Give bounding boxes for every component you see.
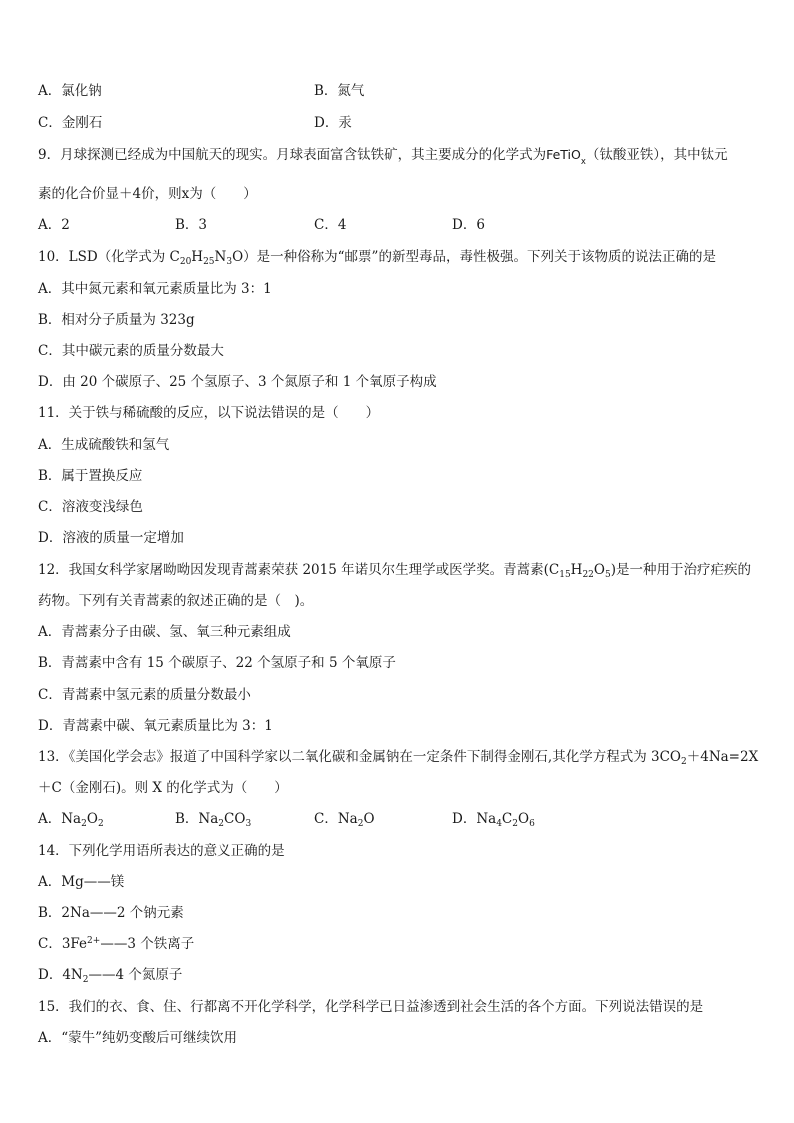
q13-option-a xyxy=(38,810,104,828)
q12-option-c: C．青蒿素中氢元素的质量分数最小 xyxy=(38,687,251,703)
q15-option-a: A．“蒙牛”纯奶变酸后可继续饮用 xyxy=(38,1030,238,1046)
q13-c-sub1: 2 xyxy=(357,819,364,829)
q13-c-part1: C．Na xyxy=(314,811,358,827)
q10-stem-part1: 10．LSD（化学式为 C xyxy=(38,249,180,265)
q10-option-c: C．其中碳元素的质量分数最大 xyxy=(38,343,224,359)
q13-a-sub2: 2 xyxy=(97,819,104,829)
q10-sub1: 20 xyxy=(179,257,192,267)
q11-stem: 11．关于铁与稀硫酸的反应，以下说法错误的是（ ） xyxy=(38,405,380,421)
q13-d-part2: C xyxy=(501,811,513,827)
q12-sub1: 15 xyxy=(559,570,571,580)
q12-stem-part4: )是一种用于治疗疟疾的 xyxy=(610,562,751,578)
q9-stem-line2: 素的化合价显＋4价，则x为（ ） xyxy=(38,186,257,202)
q13-b-sub1: 2 xyxy=(218,819,225,829)
q12-option-d: D．青蒿素中碳、氧元素质量比为 3：1 xyxy=(38,718,273,734)
q13-option-d xyxy=(452,810,535,828)
q10-option-d: D．由 20 个碳原子、25 个氢原子、3 个氮原子和 1 个氧原子构成 xyxy=(38,374,437,390)
q13-d-sub1: 4 xyxy=(496,819,502,829)
q9-formula-sub: x xyxy=(580,157,586,167)
q13-d-part3: O xyxy=(518,811,530,827)
q8-option-d: D．汞 xyxy=(314,115,352,131)
q13-stem xyxy=(38,748,758,766)
q14-c-part1: C．3Fe xyxy=(38,936,88,952)
q9-formula xyxy=(546,147,586,167)
q8-option-c: C．金刚石 xyxy=(38,115,103,131)
q12-stem-part1: 12．我国女科学家屠呦呦因发现青蒿素荣获 2015 年诺贝尔生理学或医学奖。青蒿素(C xyxy=(38,562,560,578)
q8-option-b: B．氮气 xyxy=(314,83,365,99)
q9-stem-before: 9．月球探测已经成为中国航天的现实。月球表面富含钛铁矿，其主要成分的化学式为 xyxy=(38,147,547,163)
q13-b-part1: B．Na xyxy=(175,811,219,827)
q13-option-c xyxy=(314,810,375,828)
q14-c-part2: ——3 个铁离子 xyxy=(100,936,195,952)
q10-option-b: B．相对分子质量为 323g xyxy=(38,312,195,328)
q13-a-sub1: 2 xyxy=(81,819,87,829)
q13-sub1: 2 xyxy=(681,757,687,767)
q14-d-sub: 2 xyxy=(82,975,89,985)
q10-stem xyxy=(38,248,716,266)
q10-sub2: 25 xyxy=(203,257,215,267)
q10-stem-part4: O）是一种俗称为“邮票”的新型毒品，毒性极强。下列关于该物质的说法正确的是 xyxy=(232,249,716,265)
q14-d-part1: D．4N xyxy=(38,967,83,983)
q10-sub3: 3 xyxy=(226,257,233,267)
q8-option-a: A．氯化钠 xyxy=(38,83,102,99)
q12-option-b: B．青蒿素中含有 15 个碳原子、22 个氢原子和 5 个氧原子 xyxy=(38,655,396,671)
q12-stem-part2: H xyxy=(570,562,583,578)
q13-d-sub3: 6 xyxy=(529,819,535,829)
q12-sub3: 5 xyxy=(604,570,611,580)
q15-stem: 15．我们的衣、食、住、行都离不开化学科学，化学科学已日益渗透到社会生活的各个方面。下列说法错误的是 xyxy=(38,999,704,1015)
q9-option-d: D．6 xyxy=(452,217,485,233)
q11-option-c: C．溶液变浅绿色 xyxy=(38,499,143,515)
q9-formula-base: FeTiO xyxy=(546,147,581,162)
q12-stem xyxy=(38,561,751,579)
q13-a-part2: O xyxy=(86,811,98,827)
q9-stem-after: （钛酸亚铁），其中钛元 xyxy=(585,147,728,163)
q12-sub2: 22 xyxy=(582,570,594,580)
q9-option-a: A．2 xyxy=(38,217,70,233)
q11-option-a: A．生成硫酸铁和氢气 xyxy=(38,437,170,453)
q12-option-a: A．青蒿素分子由碳、氢、氧三种元素组成 xyxy=(38,624,291,640)
q14-option-a: A．Mg——镁 xyxy=(38,874,125,890)
q13-stem-part2: ＋4Na=2X xyxy=(686,749,759,765)
q9-option-b: B．3 xyxy=(175,217,208,233)
q9-option-c: C．4 xyxy=(314,217,347,233)
q13-b-part2: CO xyxy=(224,811,246,827)
q14-c-sup: 2+ xyxy=(87,936,101,946)
q13-option-b xyxy=(175,810,251,828)
q13-stem-part1: 13．《美国化学会志》报道了中国科学家以二氧化碳和金属钠在一定条件下制得金刚石,其化学方程式为 3CO xyxy=(38,749,681,765)
q14-d-part2: ——4 个氮原子 xyxy=(88,967,183,983)
q14-option-d xyxy=(38,966,182,984)
q10-option-a: A．其中氮元素和氧元素质量比为 3：1 xyxy=(38,281,272,297)
q13-d-part1: D．Na xyxy=(452,811,497,827)
q13-b-sub2: 3 xyxy=(245,819,252,829)
q13-c-part2: O xyxy=(363,811,375,827)
q13-d-sub2: 2 xyxy=(512,819,518,829)
q10-stem-part3: N xyxy=(214,249,227,265)
q13-a-part1: A．Na xyxy=(38,811,82,827)
q12-stem-line2: 药物。下列有关青蒿素的叙述正确的是（ )。 xyxy=(38,593,314,609)
q14-option-c xyxy=(38,935,194,953)
q10-stem-part2: H xyxy=(191,249,204,265)
q12-stem-part3: O xyxy=(593,562,605,578)
q9-stem xyxy=(38,146,728,167)
q14-stem: 14．下列化学用语所表达的意义正确的是 xyxy=(38,843,285,859)
q14-option-b: B．2Na——2 个钠元素 xyxy=(38,905,184,921)
q11-option-b: B．属于置换反应 xyxy=(38,468,143,484)
q11-option-d: D．溶液的质量一定增加 xyxy=(38,530,184,546)
q13-stem-line2: ＋C（金刚石)。则 X 的化学式为（ ） xyxy=(38,780,288,796)
